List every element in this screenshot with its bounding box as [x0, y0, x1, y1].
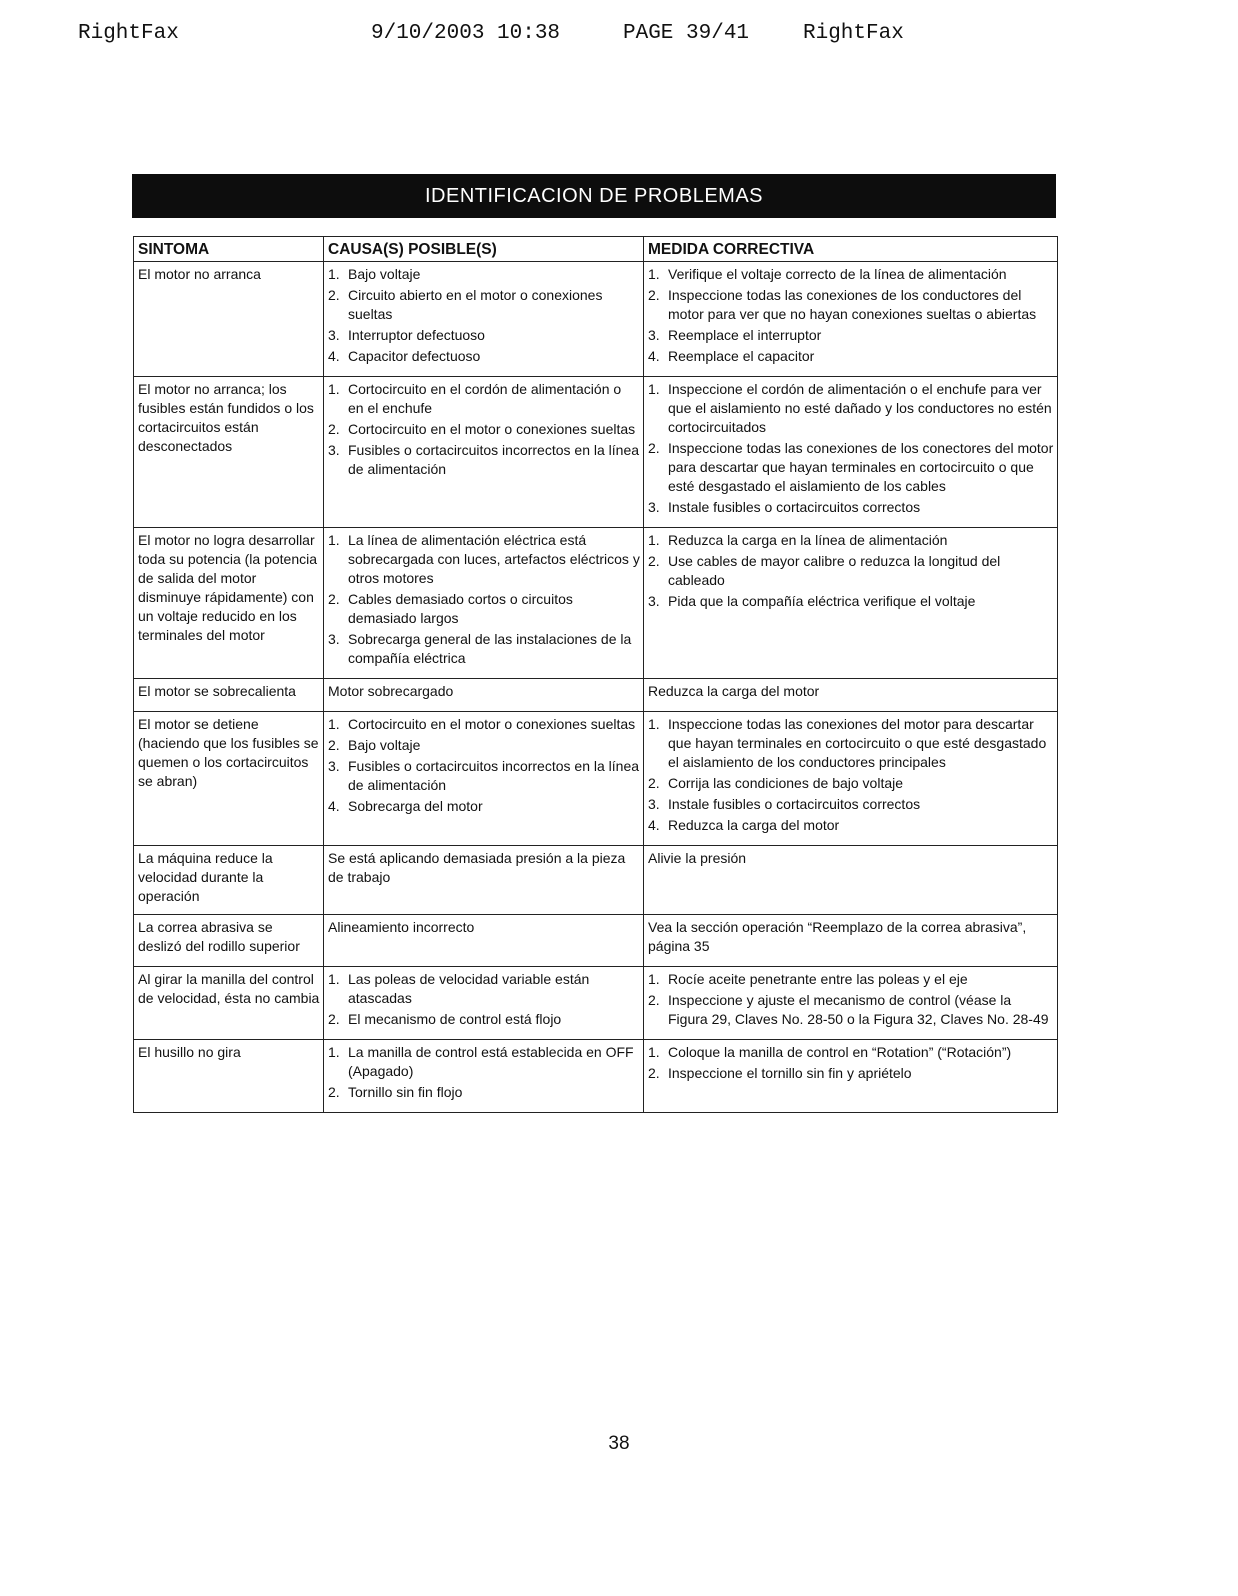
symptom-cell: La máquina reduce la velocidad durante la operación: [134, 846, 324, 915]
symptom-cell: El motor se sobrecalienta: [134, 679, 324, 712]
cause-list: [328, 531, 640, 668]
column-header-symptom: SINTOMA: [134, 237, 324, 262]
item-text: Instale fusibles o cortacircuitos correctos: [668, 796, 921, 812]
table-row: [134, 915, 1058, 967]
fix-list: [648, 682, 1054, 701]
fix-cell: [644, 915, 1058, 967]
list-item: [648, 795, 1054, 814]
item-number: 1.: [648, 716, 660, 732]
cause-cell: [324, 1040, 644, 1113]
symptom-cell: El motor no arranca: [134, 262, 324, 377]
list-item: [648, 347, 1054, 366]
item-text: Rocíe aceite penetrante entre las poleas y el eje: [668, 971, 968, 987]
list-item: [328, 1043, 640, 1081]
list-item: [328, 590, 640, 628]
symptom-cell: El husillo no gira: [134, 1040, 324, 1113]
table-row: [134, 1040, 1058, 1113]
item-number: 2.: [648, 440, 660, 456]
item-text: Tornillo sin fin flojo: [348, 1084, 463, 1100]
cause-list: [328, 918, 640, 937]
item-text: Fusibles o cortacircuitos incorrectos en la línea de alimentación: [348, 442, 640, 477]
list-item: [328, 757, 640, 795]
item-text: El mecanismo de control está flojo: [348, 1011, 562, 1027]
table-row: [134, 846, 1058, 915]
symptom-cell: El motor se detiene (haciendo que los fusibles se quemen o los cortacircuitos se abran): [134, 712, 324, 846]
cause-list: [328, 1043, 640, 1102]
item-text: Cortocircuito en el motor o conexiones sueltas: [348, 716, 636, 732]
list-item: [328, 849, 640, 887]
fax-header: [78, 22, 978, 52]
fix-cell: [644, 262, 1058, 377]
item-number: 3.: [648, 499, 660, 515]
item-number: 4.: [648, 348, 660, 364]
fix-cell: [644, 846, 1058, 915]
item-number: 2.: [648, 992, 660, 1008]
list-item: [328, 736, 640, 755]
item-number: 2.: [328, 421, 340, 437]
item-text: Inspeccione todas las conexiones de los conductores del motor para ver que no hayan conexiones sueltas o abiertas: [668, 287, 1037, 322]
list-item: [648, 918, 1054, 956]
item-text: Cortocircuito en el cordón de alimentación o en el enchufe: [348, 381, 622, 416]
list-item: [648, 326, 1054, 345]
item-number: 4.: [648, 817, 660, 833]
item-text: Capacitor defectuoso: [348, 348, 481, 364]
troubleshooting-table: [133, 236, 1058, 1113]
table-body: [134, 262, 1058, 1113]
fix-list: [648, 715, 1054, 835]
item-text: Alineamiento incorrecto: [328, 919, 475, 935]
list-item: [648, 970, 1054, 989]
cause-cell: [324, 262, 644, 377]
fix-list: [648, 849, 1054, 868]
item-number: 1.: [328, 1044, 340, 1060]
list-item: [328, 682, 640, 701]
cause-cell: [324, 967, 644, 1040]
cause-list: [328, 380, 640, 479]
fix-list: [648, 265, 1054, 366]
list-item: [328, 441, 640, 479]
fix-list: [648, 1043, 1054, 1083]
fix-cell: [644, 967, 1058, 1040]
item-text: Cortocircuito en el motor o conexiones sueltas: [348, 421, 636, 437]
item-text: Bajo voltaje: [348, 266, 421, 282]
item-number: 3.: [648, 796, 660, 812]
cause-cell: [324, 846, 644, 915]
item-number: 1.: [648, 1044, 660, 1060]
item-text: Sobrecarga del motor: [348, 798, 483, 814]
item-text: Fusibles o cortacircuitos incorrectos en la línea de alimentación: [348, 758, 640, 793]
item-text: Las poleas de velocidad variable están atascadas: [348, 971, 590, 1006]
list-item: [648, 380, 1054, 437]
item-text: Motor sobrecargado: [328, 683, 454, 699]
table-row: [134, 712, 1058, 846]
list-item: [648, 552, 1054, 590]
item-text: Pida que la compañía eléctrica verifique el voltaje: [668, 593, 976, 609]
cause-list: [328, 715, 640, 816]
item-text: Verifique el voltaje correcto de la línea de alimentación: [668, 266, 1007, 282]
fix-cell: [644, 377, 1058, 528]
table-header-row: [134, 237, 1058, 262]
column-header-cause: CAUSA(S) POSIBLE(S): [324, 237, 644, 262]
item-number: 3.: [648, 593, 660, 609]
item-number: 2.: [648, 287, 660, 303]
list-item: [648, 849, 1054, 868]
list-item: [648, 531, 1054, 550]
table-row: [134, 262, 1058, 377]
fix-list: [648, 918, 1054, 956]
item-number: 1.: [328, 266, 340, 282]
item-text: Reduzca la carga del motor: [668, 817, 840, 833]
fix-cell: [644, 679, 1058, 712]
section-banner: [132, 174, 1056, 218]
fix-cell: [644, 1040, 1058, 1113]
table-row: [134, 528, 1058, 679]
symptom-cell: El motor no arranca; los fusibles están fundidos o los cortacircuitos están desconectados: [134, 377, 324, 528]
item-number: 3.: [328, 758, 340, 774]
item-number: 2.: [328, 1084, 340, 1100]
cause-list: [328, 849, 640, 887]
item-text: Instale fusibles o cortacircuitos correctos: [668, 499, 921, 515]
fax-app-left: RightFax: [78, 22, 179, 45]
symptom-cell: Al girar la manilla del control de velocidad, ésta no cambia: [134, 967, 324, 1040]
item-text: Reduzca la carga del motor: [648, 683, 820, 699]
item-number: 1.: [328, 532, 340, 548]
fix-list: [648, 380, 1054, 517]
list-item: [328, 918, 640, 937]
cause-list: [328, 970, 640, 1029]
list-item: [328, 531, 640, 588]
item-text: Inspeccione el tornillo sin fin y apriételo: [668, 1065, 912, 1081]
item-text: Reemplace el capacitor: [668, 348, 815, 364]
item-number: 2.: [328, 737, 340, 753]
symptom-cell: La correa abrasiva se deslizó del rodillo superior: [134, 915, 324, 967]
cause-cell: [324, 915, 644, 967]
list-item: [648, 592, 1054, 611]
item-text: Coloque la manilla de control en “Rotation” (“Rotación”): [668, 1044, 1012, 1060]
item-number: 2.: [328, 1011, 340, 1027]
item-text: Se está aplicando demasiada presión a la pieza de trabajo: [328, 850, 626, 885]
list-item: [328, 715, 640, 734]
list-item: [648, 439, 1054, 496]
list-item: [328, 1083, 640, 1102]
cause-cell: [324, 377, 644, 528]
item-number: 2.: [648, 775, 660, 791]
item-text: Inspeccione todas las conexiones del motor para descartar que hayan terminales en cortocircuito o que esté desgastado el aislamiento de los conductores principales: [668, 716, 1047, 770]
item-text: La manilla de control está establecida en OFF (Apagado): [348, 1044, 634, 1079]
item-text: Cables demasiado cortos o circuitos demasiado largos: [348, 591, 573, 626]
list-item: [328, 1010, 640, 1029]
item-text: Inspeccione todas las conexiones de los conectores del motor para descartar que hayan terminales en cortocircuito o que esté desgastado el aislamiento de los cables: [668, 440, 1054, 494]
item-text: Corrija las condiciones de bajo voltaje: [668, 775, 904, 791]
cause-cell: [324, 679, 644, 712]
item-text: Reduzca la carga en la línea de alimentación: [668, 532, 948, 548]
list-item: [328, 970, 640, 1008]
list-item: [328, 326, 640, 345]
list-item: [328, 347, 640, 366]
list-item: [328, 797, 640, 816]
list-item: [328, 286, 640, 324]
item-number: 3.: [328, 631, 340, 647]
fax-app-right: RightFax: [803, 22, 904, 45]
fix-cell: [644, 712, 1058, 846]
column-header-fix: MEDIDA CORRECTIVA: [644, 237, 1058, 262]
item-text: Alivie la presión: [648, 850, 747, 866]
list-item: [648, 1064, 1054, 1083]
item-number: 2.: [648, 1065, 660, 1081]
item-text: Bajo voltaje: [348, 737, 421, 753]
item-number: 1.: [648, 971, 660, 987]
table-row: [134, 679, 1058, 712]
item-number: 1.: [648, 266, 660, 282]
item-number: 2.: [328, 591, 340, 607]
banner-title: IDENTIFICACION DE PROBLEMAS: [425, 184, 763, 207]
list-item: [648, 682, 1054, 701]
item-number: 4.: [328, 798, 340, 814]
item-text: Circuito abierto en el motor o conexiones sueltas: [348, 287, 603, 322]
item-text: Interruptor defectuoso: [348, 327, 485, 343]
item-text: Inspeccione el cordón de alimentación o el enchufe para ver que el aislamiento no esté dañado y los conductores no estén cortocircuitados: [668, 381, 1052, 435]
fix-cell: [644, 528, 1058, 679]
fax-datetime: 9/10/2003 10:38: [371, 22, 561, 45]
item-number: 1.: [648, 532, 660, 548]
list-item: [648, 991, 1054, 1029]
list-item: [648, 816, 1054, 835]
item-number: 3.: [328, 327, 340, 343]
fix-list: [648, 970, 1054, 1029]
list-item: [648, 715, 1054, 772]
item-number: 1.: [328, 716, 340, 732]
list-item: [328, 630, 640, 668]
list-item: [648, 286, 1054, 324]
cause-list: [328, 265, 640, 366]
item-number: 3.: [328, 442, 340, 458]
item-number: 1.: [328, 381, 340, 397]
list-item: [648, 265, 1054, 284]
item-number: 2.: [648, 553, 660, 569]
list-item: [648, 498, 1054, 517]
item-number: 3.: [648, 327, 660, 343]
symptom-cell: El motor no logra desarrollar toda su potencia (la potencia de salida del motor disminuye rápidamente) con un voltaje reducido en los terminales del motor: [134, 528, 324, 679]
item-number: 4.: [328, 348, 340, 364]
table-row: [134, 377, 1058, 528]
item-text: Sobrecarga general de las instalaciones de la compañía eléctrica: [348, 631, 632, 666]
item-number: 1.: [328, 971, 340, 987]
item-text: Inspeccione y ajuste el mecanismo de control (véase la Figura 29, Claves No. 28-50 o la Figura 32, Claves No. 28-49: [668, 992, 1049, 1027]
table-row: [134, 967, 1058, 1040]
list-item: [328, 265, 640, 284]
item-number: 1.: [648, 381, 660, 397]
fax-page-indicator: PAGE 39/41: [623, 22, 750, 45]
page-number: 38: [608, 1433, 630, 1454]
item-text: Vea la sección operación “Reemplazo de la correa abrasiva”, página 35: [648, 919, 1027, 954]
item-text: La línea de alimentación eléctrica está sobrecargada con luces, artefactos eléctricos y otros motores: [348, 532, 640, 586]
list-item: [648, 1043, 1054, 1062]
cause-cell: [324, 528, 644, 679]
cause-list: [328, 682, 640, 701]
list-item: [328, 420, 640, 439]
item-number: 2.: [328, 287, 340, 303]
item-text: Use cables de mayor calibre o reduzca la longitud del cableado: [668, 553, 1001, 588]
list-item: [328, 380, 640, 418]
fix-list: [648, 531, 1054, 611]
item-text: Reemplace el interruptor: [668, 327, 822, 343]
list-item: [648, 774, 1054, 793]
cause-cell: [324, 712, 644, 846]
